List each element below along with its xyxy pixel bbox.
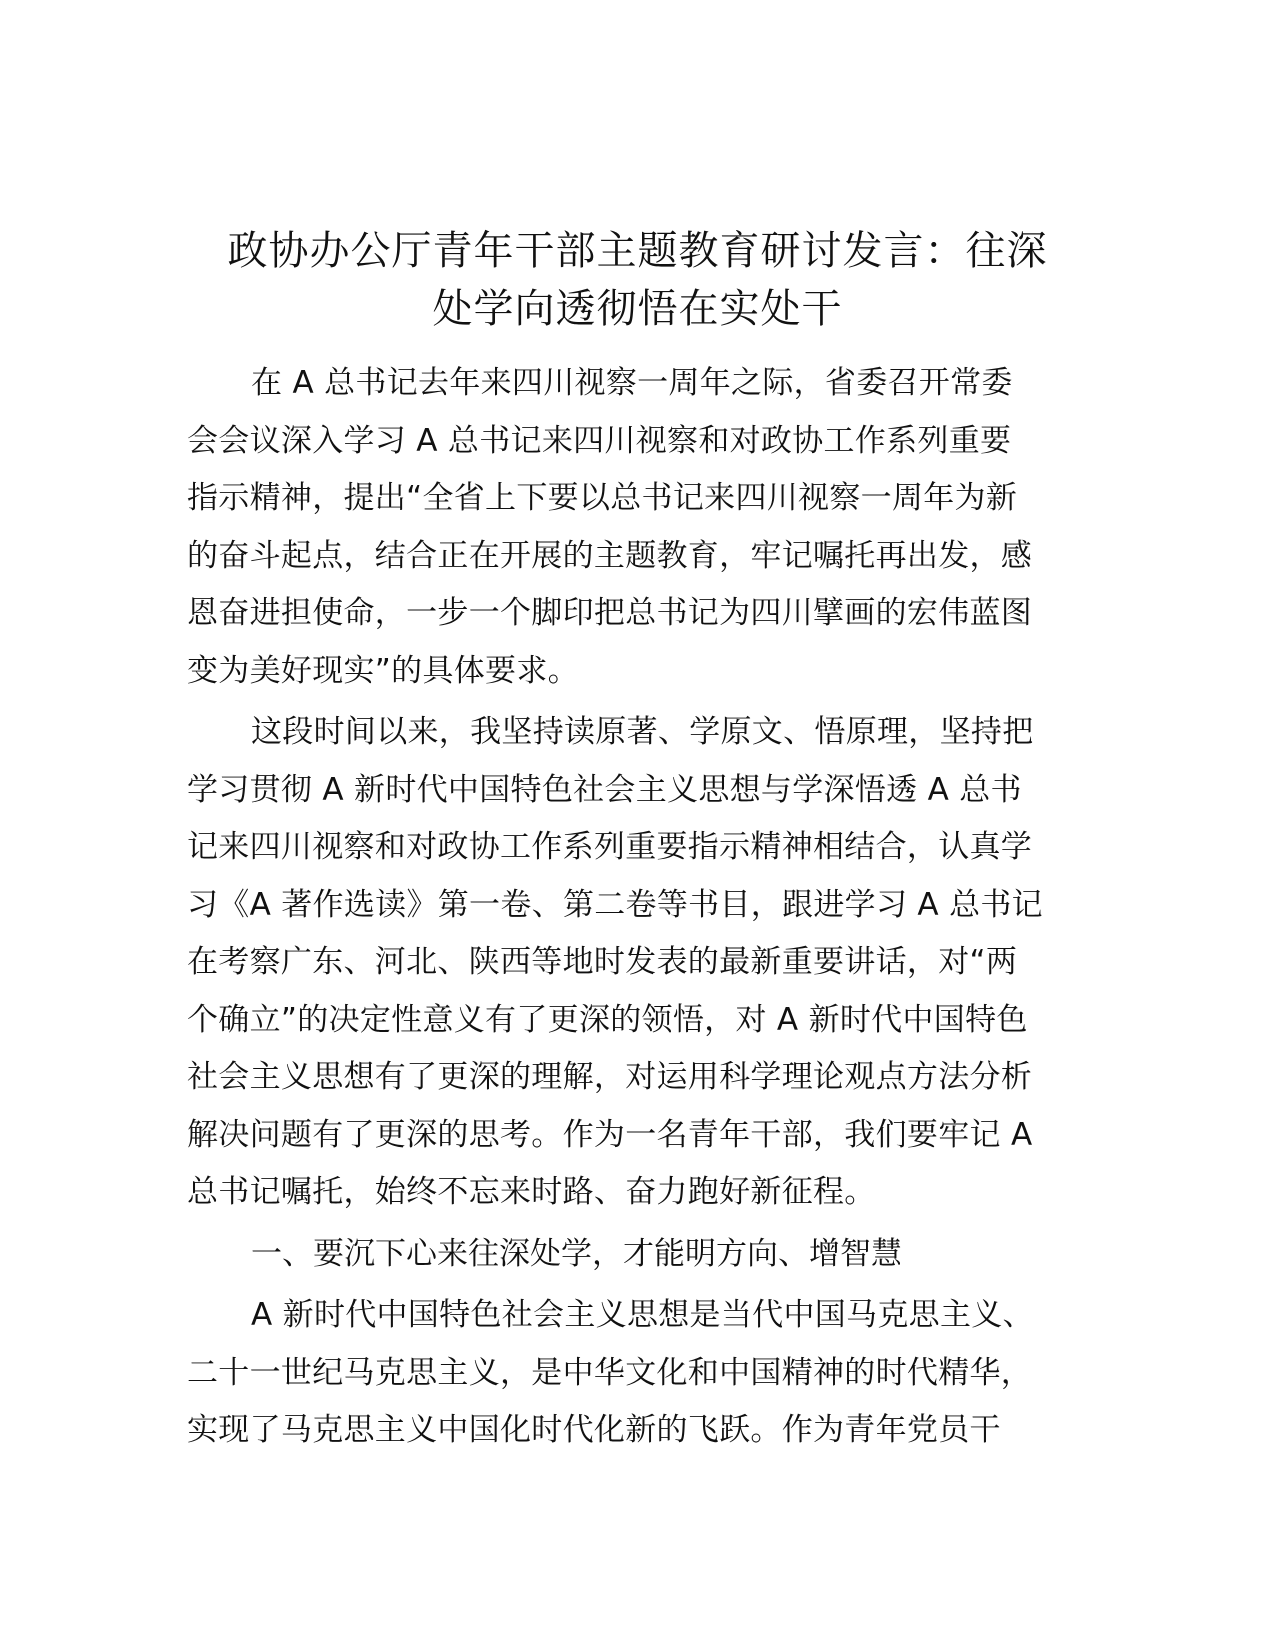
paragraph-line: 社会主义思想有了更深的理解，对运用科学理论观点方法分析 [187, 1059, 1033, 1095]
section-heading: 一、要沉下心来往深处学，才能明方向、增智慧 [251, 1235, 902, 1272]
paragraph-line: 变为美好现实”的具体要求。 [187, 652, 579, 689]
title-line-1: 政协办公厅青年干部主题教育研讨发言：往深 [227, 228, 1048, 274]
paragraph-line: 这段时间以来，我坚持读原著、学原文、悟原理，坚持把 [251, 714, 1034, 750]
paragraph-line: 在考察广东、河北、陕西等地时发表的最新重要讲话，对“两 [187, 944, 1018, 980]
paragraph-line: A 新时代中国特色社会主义思想是当代中国马克思主义、 [251, 1297, 1034, 1333]
paragraph-line: 二十一世纪马克思主义，是中华文化和中国精神的时代精华， [187, 1354, 1033, 1391]
paragraph-1 [187, 355, 1087, 700]
paragraph-line: 的奋斗起点，结合正在开展的主题教育，牢记嘱托再出发，感 [187, 537, 1033, 574]
paragraph-line: 解决问题有了更深的思考。作为一名青年干部，我们要牢记 A [187, 1116, 1033, 1153]
paragraph-line: 实现了马克思主义中国化时代化新的飞跃。作为青年党员干 [187, 1412, 1001, 1448]
paragraph-line: 总书记嘱托，始终不忘来时路、奋力跑好新征程。 [187, 1174, 876, 1210]
paragraph-3 [187, 1287, 1087, 1460]
paragraph-line: 个确立”的决定性意义有了更深的领悟，对 A 新时代中国特色 [187, 1001, 1028, 1038]
title-line-2: 处学向透彻悟在实处干 [432, 286, 843, 332]
paragraph-line: 在 A 总书记去年来四川视察一周年之际，省委召开常委 [251, 365, 1013, 401]
paragraph-line: 记来四川视察和对政协工作系列重要指示精神相结合，认真学 [187, 829, 1033, 865]
document-body [187, 355, 1087, 1464]
paragraph-line: 习《A 著作选读》第一卷、第二卷等书目，跟进学习 A 总书记 [187, 886, 1043, 923]
paragraph-line: 恩奋进担使命，一步一个脚印把总书记为四川擘画的宏伟蓝图 [187, 595, 1033, 631]
paragraph-2 [187, 704, 1087, 1222]
document-title [170, 222, 1105, 338]
paragraph-line: 学习贯彻 A 新时代中国特色社会主义思想与学深悟透 A 总书 [187, 771, 1022, 808]
paragraph-line: 指示精神，提出“全省上下要以总书记来四川视察一周年为新 [187, 480, 1018, 516]
paragraph-line: 会会议深入学习 A 总书记来四川视察和对政协工作系列重要 [187, 422, 1012, 459]
